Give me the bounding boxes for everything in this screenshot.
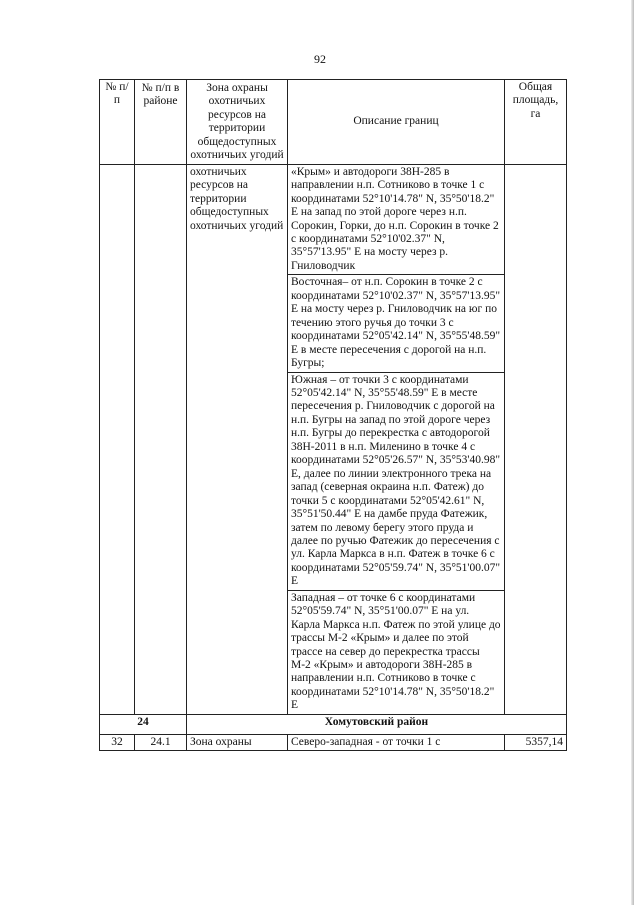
boundaries-table [99, 79, 567, 751]
continuation-zone-cell: охотничьих ресурсов на территории общедоступных охотничьих угодий [187, 164, 288, 714]
header-number: № п/п [100, 80, 135, 165]
boundary-west: Западная – от точке 6 с координатами 52°05'59.74" N, 35°51'00.07" E на ул. Карла Маркса н.п. Фатеж по этой улице до трассы М-2 «Крым» и далее по этой трассе на север до перекрестка трассы М-2 «Крым» и автодороги 38Н-285 в направлении н.п. Сотниково в точке с координатами 52°10'14.78" N, 35°50'18.2" E [288, 590, 505, 714]
row-number-in-district: 24.1 [135, 734, 187, 750]
row-zone: Зона охраны [187, 734, 288, 750]
district-name: Хомутовский район [187, 714, 567, 734]
table-row [100, 734, 567, 750]
page-edge-shadow [631, 0, 634, 905]
boundary-south: Южная – от точки 3 с координатами 52°05'42.14" N, 35°55'48.59" E в месте пересечения р. Гниловодчик с дорогой на н.п. Бугры на запад по этой дороге через н.п. Бугры до перекрестка с автодорогой 38Н-2011 в н.п. Миленино в точке 4 с координатами 52°05'26.57" N, 35°53'40.98" E, далее по линии электронного трека на запад (северная окраина н.п. Фатеж) до точки 5 с координатами 52°05'42.61" N, 35°51'50.44" E на дамбе пруда Фатежик, затем по левому берегу этого пруда и далее по ручью Фатежик до пересечения с ул. Карла Маркса в н.п. Фатеж в точке 6 с координатами 52°05'59.74" N, 35°51'00.07" E [288, 372, 505, 590]
continuation-number-in-district-cell [135, 164, 187, 714]
header-total-area: Общая площадь, га [505, 80, 567, 165]
boundary-north-continuation: «Крым» и автодороги 38Н-285 в направлении н.п. Сотниково в точке 1 с координатами 52°10'14.78" N, 35°50'18.2" E на запад по этой дороге через н.п. Сорокин, Горки, до н.п. Сорокин в точке 2 с координатами 52°10'02.37" N, 35°57'13.95" E на мосту через р. Гниловодчик [288, 164, 505, 275]
row-boundary-description: Северо-западная - от точки 1 с [288, 734, 505, 750]
district-row [100, 714, 567, 734]
header-boundary-description: Описание границ [288, 80, 505, 165]
boundary-east: Восточная– от н.п. Сорокин в точке 2 с координатами 52°10'02.37" N, 35°57'13.95" E на мосту через р. Гниловодчик на юг по течению этого ручья до точки 3 с координатами 52°05'42.14" N, 35°55'48.59" E в месте пересечения с дорогой на н.п. Бугры; [288, 275, 505, 372]
header-zone: Зона охраны охотничьих ресурсов на территории общедоступных охотничьих угодий [187, 80, 288, 165]
continuation-number-cell [100, 164, 135, 714]
row-total-area: 5357,14 [505, 734, 567, 750]
table-row [100, 164, 567, 275]
continuation-area-cell [505, 164, 567, 714]
header-number-in-district: № п/п в районе [135, 80, 187, 165]
district-number: 24 [100, 714, 187, 734]
table-header-row [100, 80, 567, 165]
page-number: 92 [314, 52, 326, 66]
row-number: 32 [100, 734, 135, 750]
